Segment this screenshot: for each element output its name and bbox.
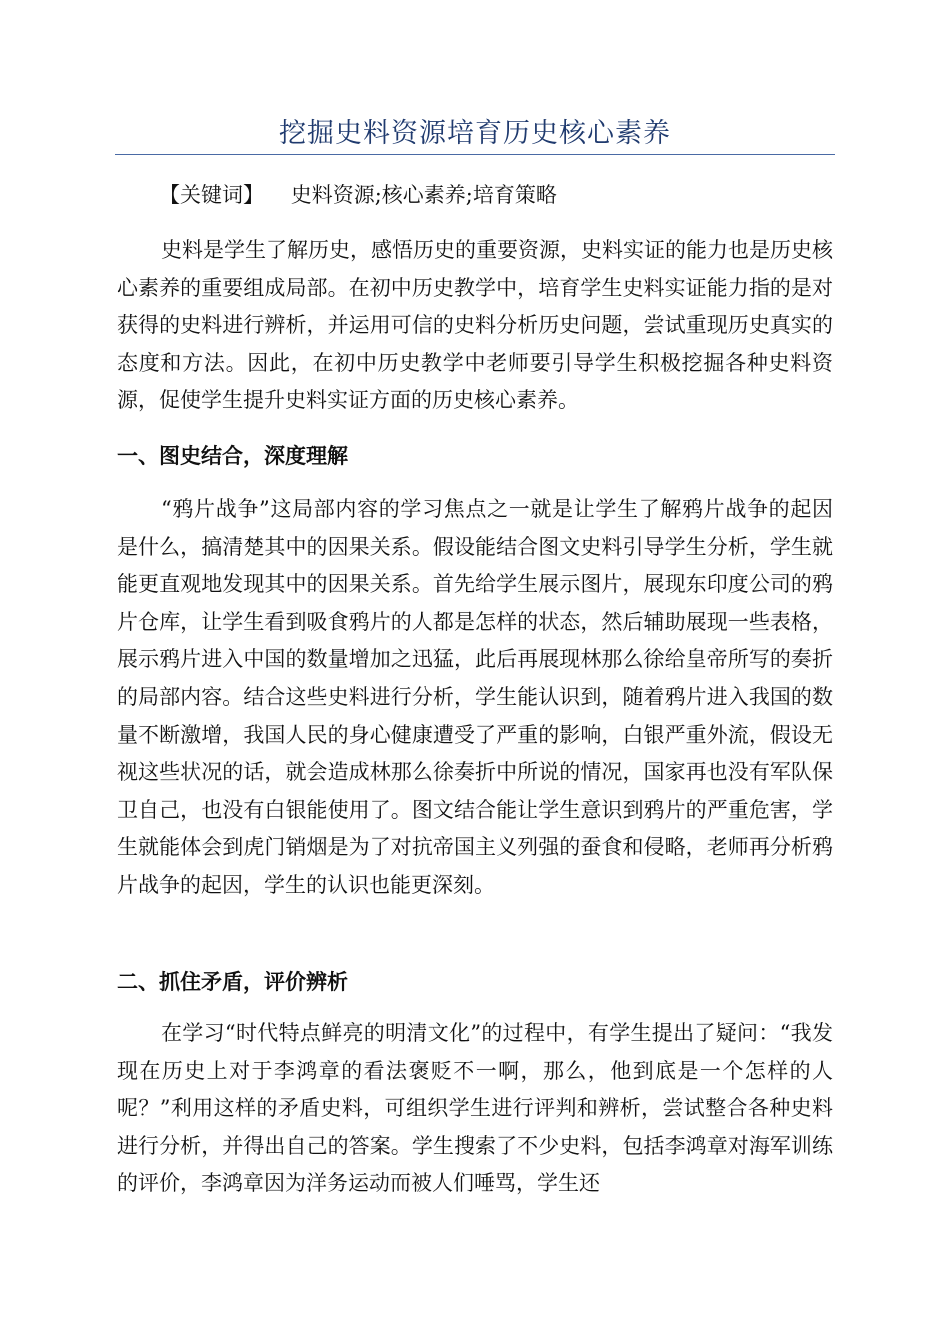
section-heading-2: 二、抓住矛盾，评价辨析 (117, 970, 348, 994)
keywords-line (117, 177, 833, 215)
keywords-value: 史料资源;核心素养;培育策略 (290, 183, 557, 207)
keywords-label: 【关键词】 (159, 183, 264, 207)
document-title: 挖掘史料资源培育历史核心素养 (279, 118, 671, 149)
paragraph-section-2: 在学习“时代特点鲜亮的明清文化”的过程中，有学生提出了疑问：“我发现在历史上对于李鸿章的看法褒贬不一啊，那么，他到底是一个怎样的人呢？”利用这样的矛盾史料，可组织学生进行评判和辨析，尝试整合各种史料进行分析，并得出自己的答案。学生搜索了不少史料，包括李鸿章对海军训练的评价，李鸿章因为洋务运动而被人们唾骂，学生还 (117, 1021, 833, 1196)
title-underline (115, 154, 835, 155)
paragraph-intro: 史料是学生了解历史，感悟历史的重要资源，史料实证的能力也是历史核心素养的重要组成局部。在初中历史教学中，培育学生史料实证能力指的是对获得的史料进行辨析，并运用可信的史料分析历史问题，尝试重现历史真实的态度和方法。因此，在初中历史教学中老师要引导学生积极挖掘各种史料资源，促使学生提升史料实证方面的历史核心素养。 (117, 238, 833, 413)
section-heading-1: 一、图史结合，深度理解 (117, 444, 348, 468)
paragraph-section-1: “鸦片战争”这局部内容的学习焦点之一就是让学生了解鸦片战争的起因是什么，搞清楚其中的因果关系。假设能结合图文史料引导学生分析，学生就能更直观地发现其中的因果关系。首先给学生展示图片，展现东印度公司的鸦片仓库，让学生看到吸食鸦片的人都是怎样的状态，然后辅助展现一些表格，展示鸦片进入中国的数量增加之迅猛，此后再展现林那么徐给皇帝所写的奏折的局部内容。结合这些史料进行分析，学生能认识到，随着鸦片进入我国的数量不断激增，我国人民的身心健康遭受了严重的影响，白银严重外流，假设无视这些状况的话，就会造成林那么徐奏折中所说的情况，国家再也没有军队保卫自己，也没有白银能使用了。图文结合能让学生意识到鸦片的严重危害，学生就能体会到虎门销烟是为了对抗帝国主义列强的蚕食和侵略，老师再分析鸦片战争的起因，学生的认识也能更深刻。 (117, 497, 833, 897)
